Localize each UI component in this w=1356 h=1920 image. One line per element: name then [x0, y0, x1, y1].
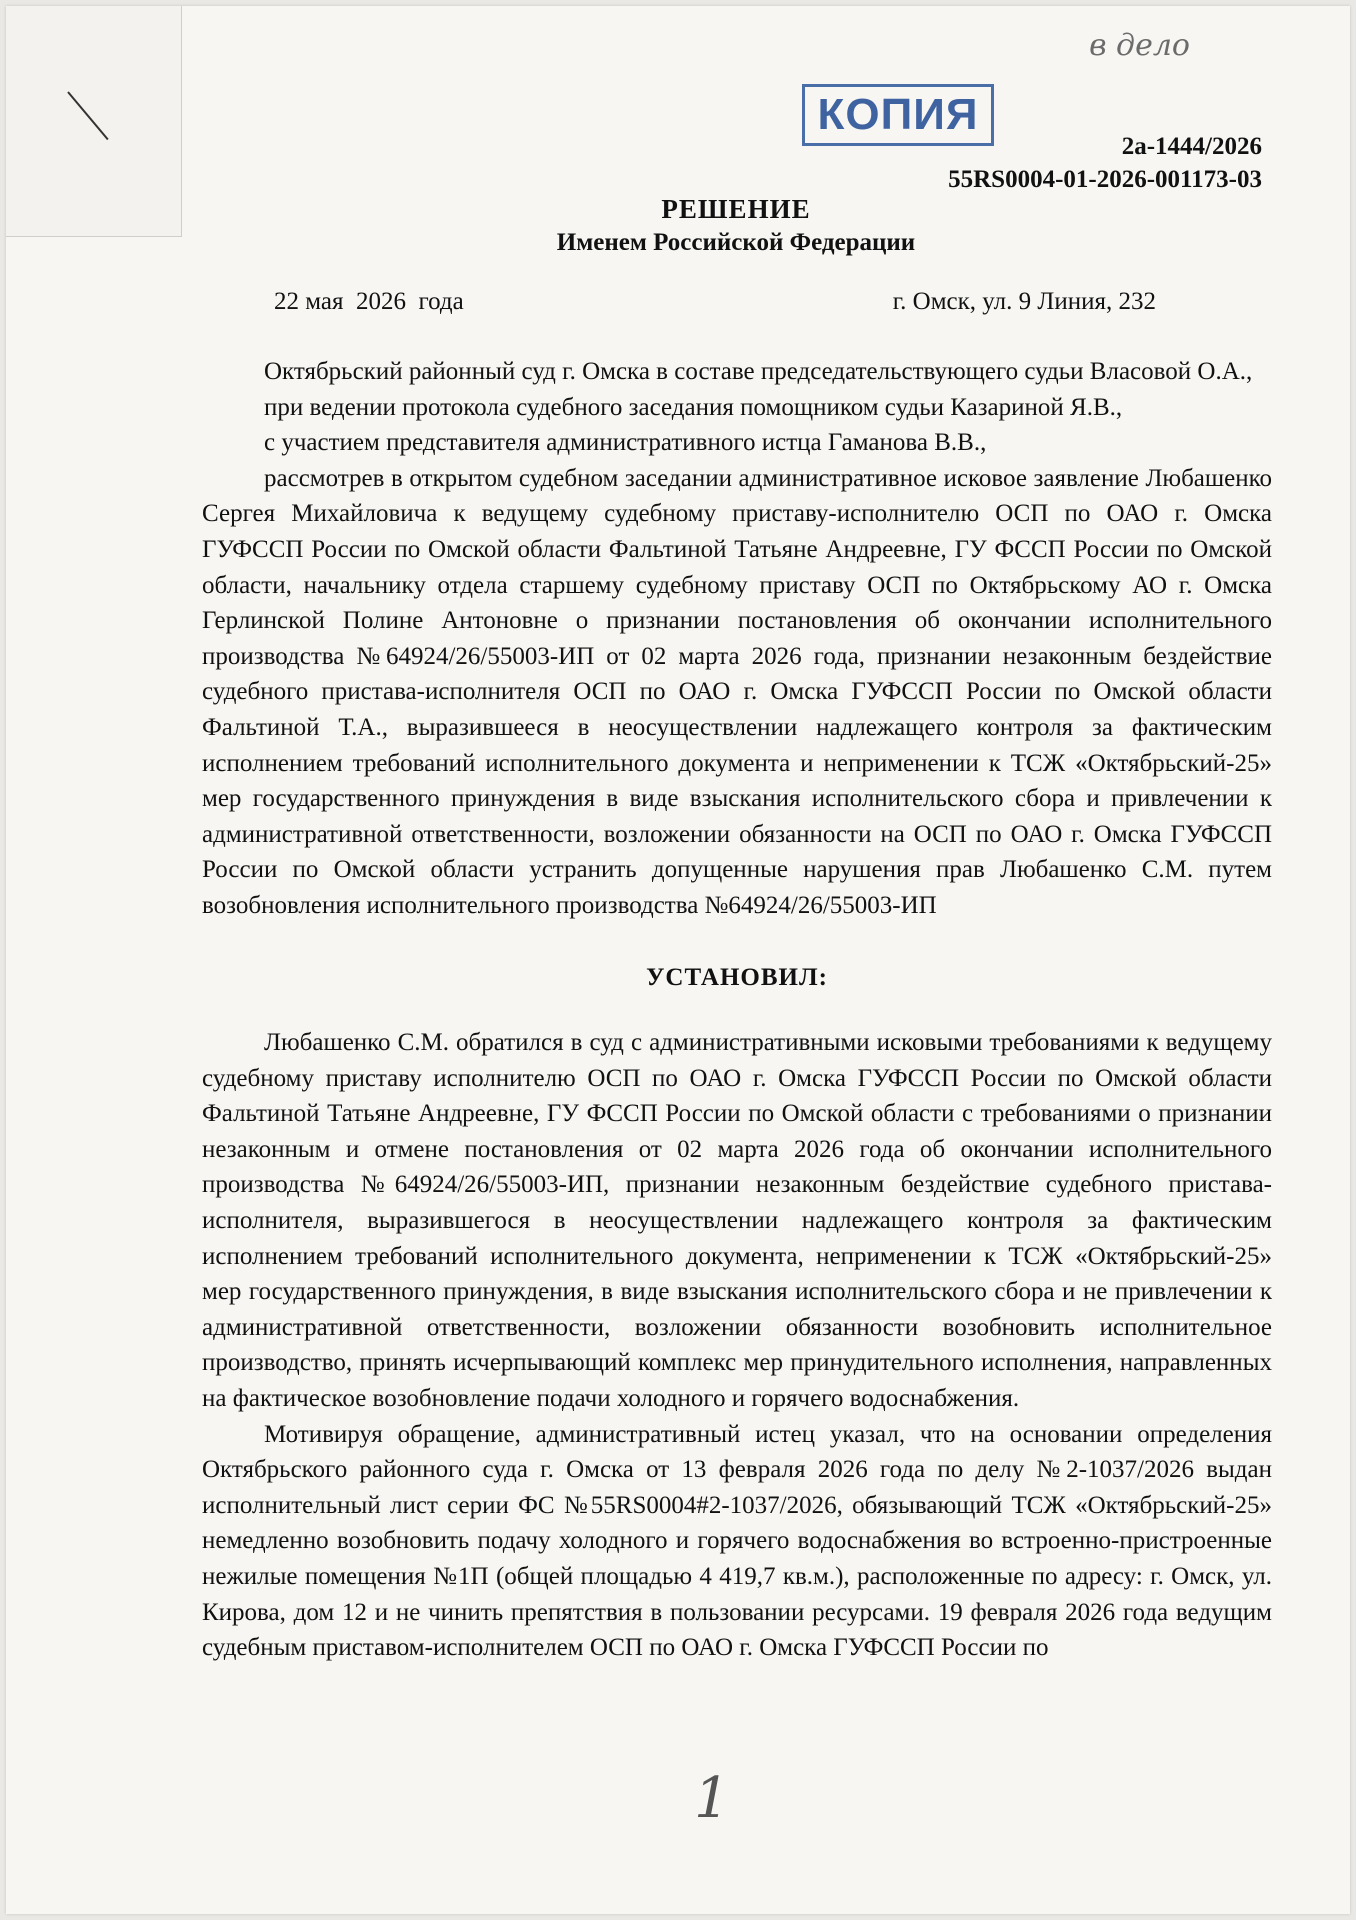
paragraph-motivation: Мотивируя обращение, административный истец указал, что на основании определения Октябрьского районного суда г. Омска от 13 февраля 2026 года по делу №2-1037/2026 выдан исполнительный лист серии ФС №55RS0004#2-1037/2026, обязывающий ТСЖ «Октябрьский-25» немедленно возобновить подачу холодного и горячего водоснабжения во встроенно-пристроенные нежилые помещения №1П (общей площадью 4 419,7 кв.м.), расположенные по адресу: г. Омск, ул. Кирова, дом 12 и не чинить препятствия в пользовании ресурсами. 19 февраля 2026 года ведущим судебным приставом-исполнителем ОСП по ОАО г. Омска ГУФССП России по — [202, 1420, 1272, 1662]
document-date: 22 мая 2026 года — [274, 288, 464, 315]
document-title: РЕШЕНИЕ — [661, 194, 811, 224]
document-place: г. Омск, ул. 9 Линия, 232 — [892, 288, 1156, 315]
case-number: 2а-1444/2026 — [1121, 133, 1262, 160]
paragraph-claim: Любашенко С.М. обратился в суд с административными исковыми требованиями к ведущему судебному приставу исполнителю ОСП по ОАО г. Омска ГУФССП России по Омской области Фальтиной Татьяне Андреевне, ГУ ФССП России по Омской области с требованиями о признании незаконным и отмене постановления от 02 марта 2026 года об окончании исполнительного производства №64924/26/55003-ИП, признании незаконным бездействие судебного пристава-исполнителя, выразившегося в неосуществлении надлежащего контроля за фактическим исполнением требований исполнительного документа, неприменении к ТСЖ «Октябрьский-25» мер государственного принуждения, в виде взыскания исполнительского сбора и не привлечении к административной ответственности, возложении обязанности возобновить исполнительное производство, принять исчерпывающий комплекс мер принудительного исполнения, направленных на фактическое возобновление подачи холодного и горячего водоснабжения. — [202, 1029, 1272, 1413]
page-number: 1 — [694, 1766, 730, 1831]
paragraph-court-composition: Октябрьский районный суд г. Омска в составе председательствующего судьи Власовой О.А., — [264, 358, 1253, 385]
document-heading — [206, 192, 1266, 260]
paragraph-considering: рассмотрев в открытом судебном заседании административное исковое заявление Любашенко Сергея Михайловича к ведущему судебному приставу-исполнителю ОСП по ОАО г. Омска ГУФССП России по Омской области Фальтиной Татьяне Андреевне, ГУ ФССП России по Омской области, начальнику отдела старшему судебному приставу ОСП по Октябрьскому АО г. Омска Герлинской Полине Антоновне о признании постановления об окончании исполнительного производства №64924/26/55003-ИП от 02 марта 2026 года, признании незаконным бездействие судебного пристава-исполнителя ОСП по ОАО г. Омска ГУФССП России по Омской области Фальтиной Т.А., выразившееся в неосуществлении надлежащего контроля за фактическим исполнением требований исполнительного документа и неприменении к ТСЖ «Октябрьский-25» мер государственного принуждения в виде взыскания исполнительского сбора и привлечении к административной ответственности, возложении обязанности на ОСП по ОАО г. Омска ГУФССП России по Омской области устранить допущенные нарушения прав Любашенко С.М. путем возобновления исполнительного производства №64924/26/55003-ИП — [202, 464, 1272, 919]
paragraph-secretary: при ведении протокола судебного заседания помощником судьи Казариной Я.В., — [264, 393, 1123, 421]
document-body — [202, 354, 1272, 1666]
case-numbers — [948, 130, 1262, 196]
document-page — [6, 6, 1350, 1914]
section-heading: УСТАНОВИЛ: — [646, 963, 828, 991]
document-subtitle: Именем Российской Федерации — [556, 229, 916, 256]
copy-stamp: КОПИЯ — [802, 84, 994, 146]
handwritten-note: в дело — [1089, 28, 1190, 63]
case-uid: 55RS0004-01-2026-001173-03 — [948, 166, 1262, 193]
date-place-line — [274, 288, 1156, 316]
paragraph-representative: с участием представителя административного истца Гаманова В.В., — [264, 429, 987, 457]
